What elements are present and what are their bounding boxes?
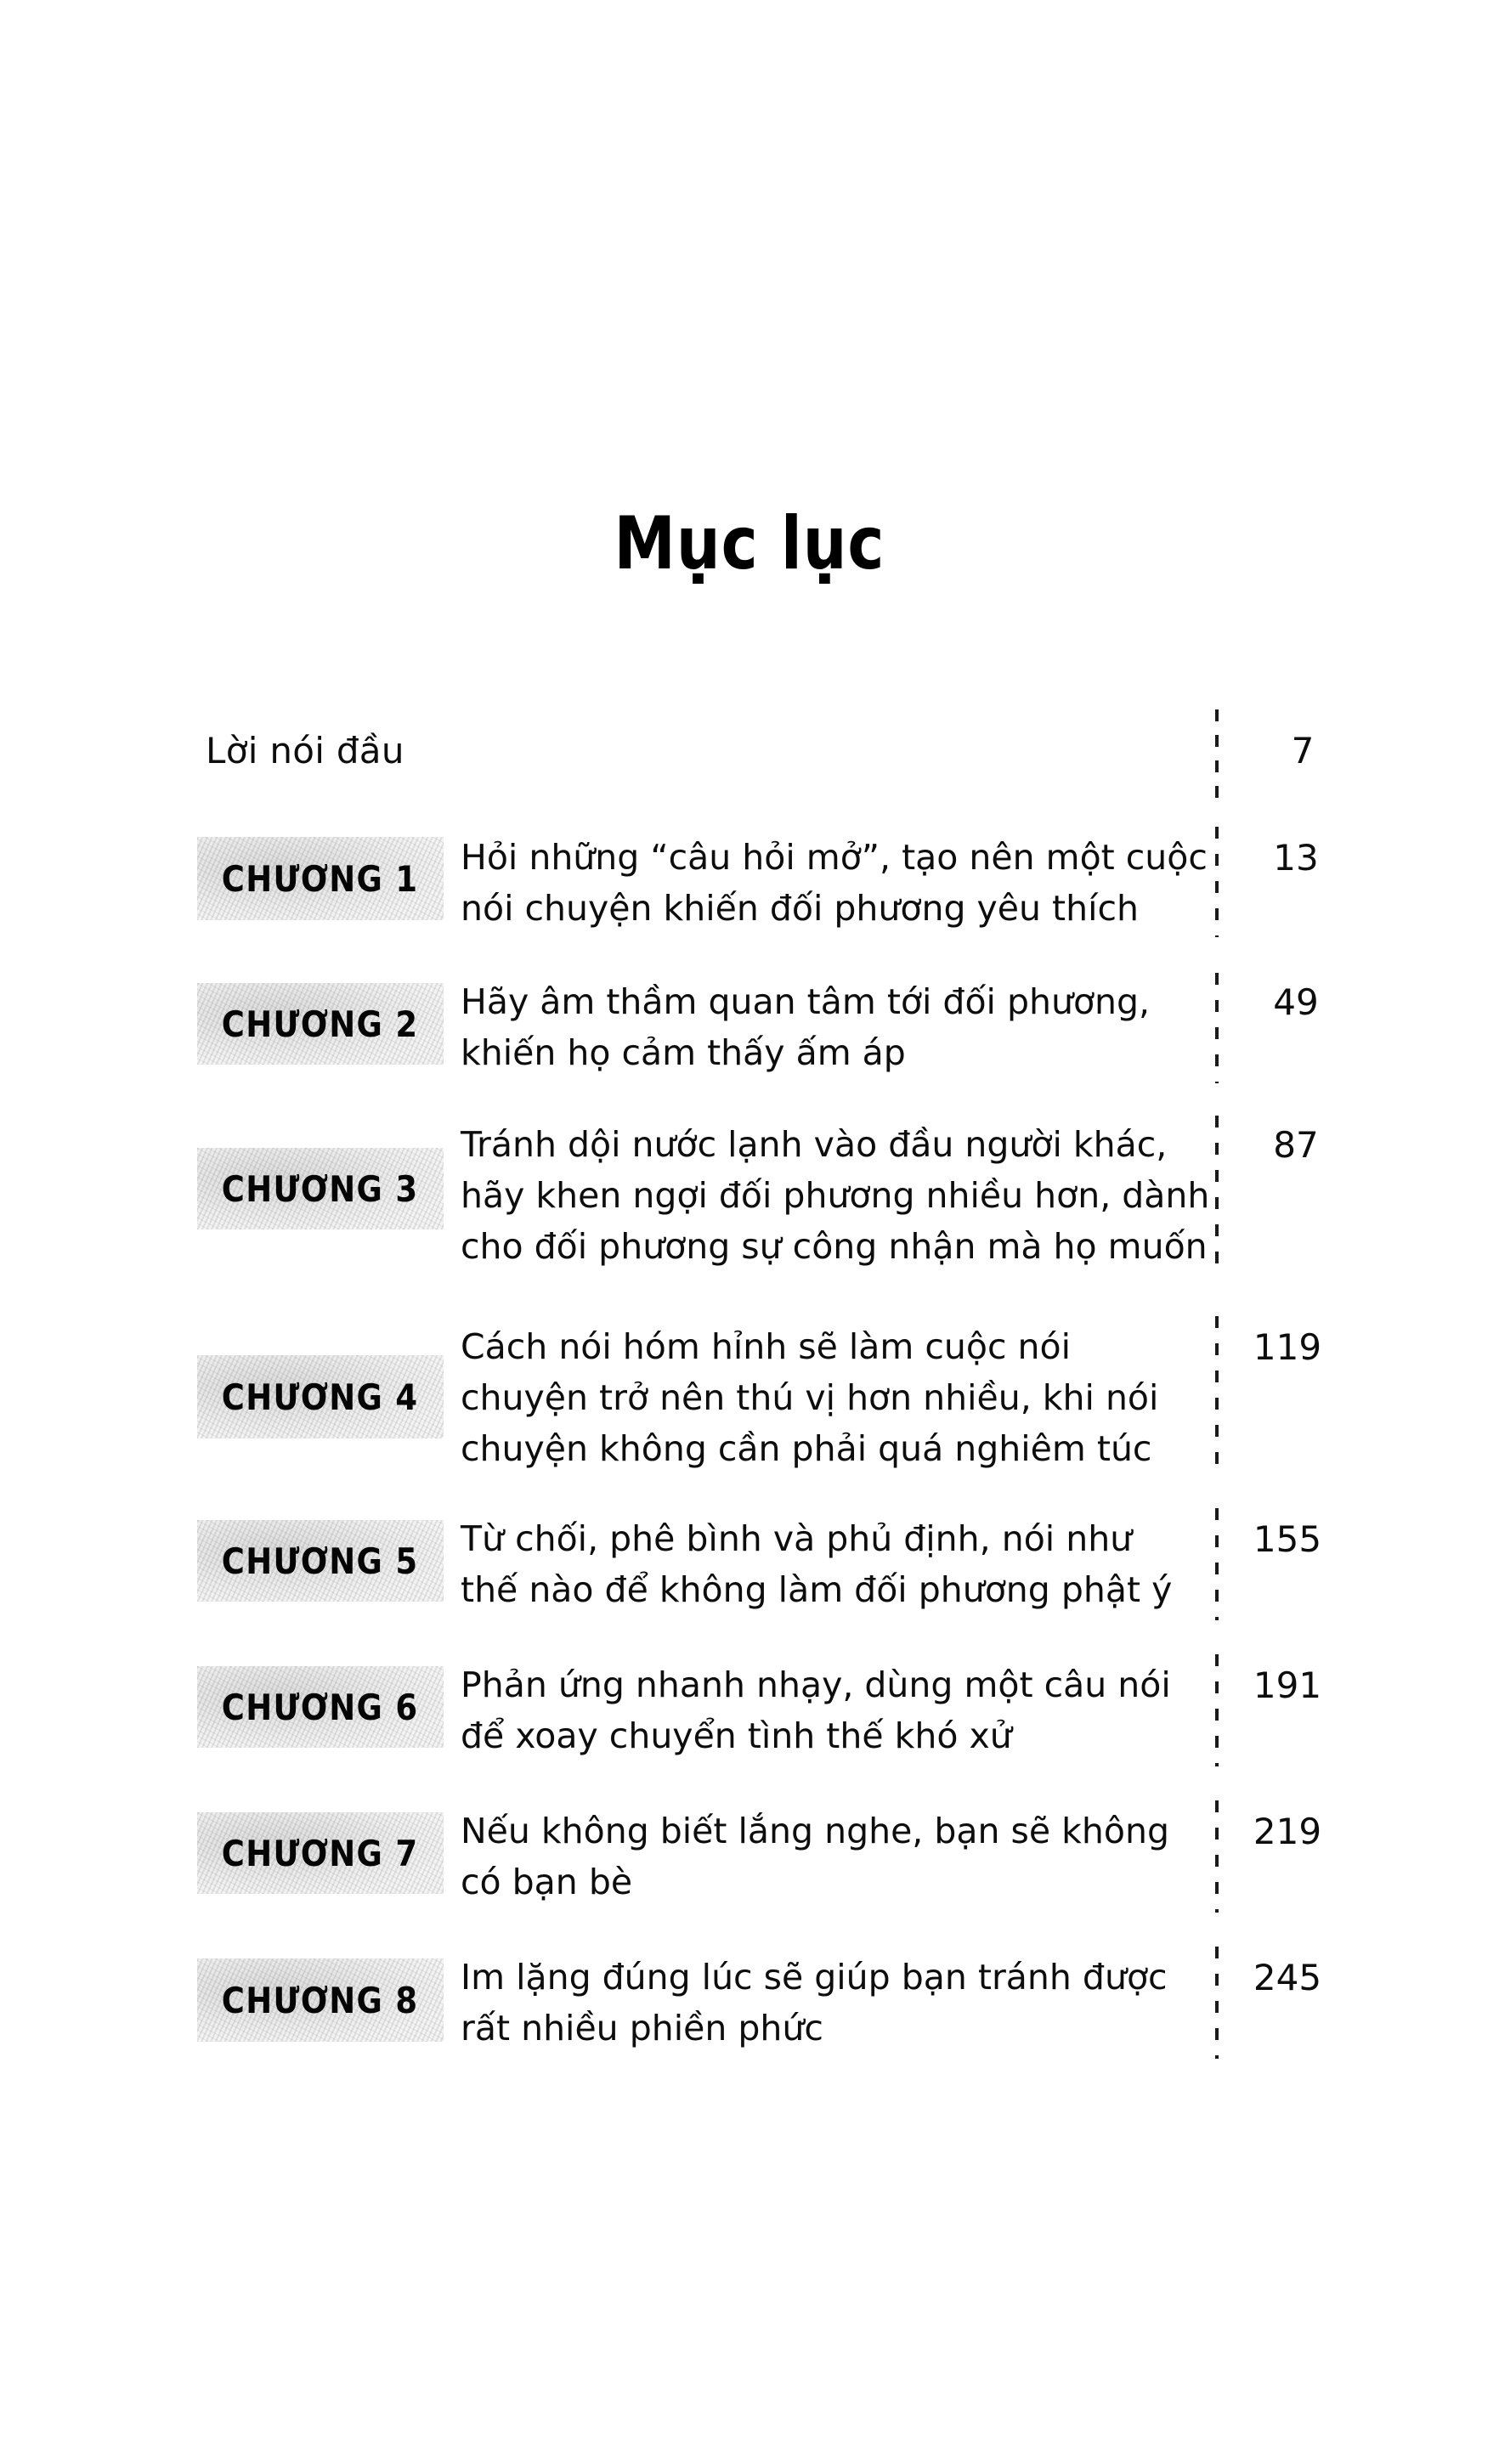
chapter-title-line: chuyện không cần phải quá nghiêm túc: [461, 1428, 1152, 1469]
chapter-title-line: cho đối phương sự công nhận mà họ muốn: [461, 1226, 1208, 1267]
toc-entry-chapter-2[interactable]: [197, 973, 1327, 1116]
chapter-title-line: Hãy âm thầm quan tâm tới đối phương,: [461, 981, 1151, 1022]
leader-dots: [1215, 1316, 1219, 1479]
toc-entry-chapter-1[interactable]: [197, 820, 1327, 973]
chapter-title-line: rất nhiều phiền phức: [461, 2008, 823, 2049]
chapter-badge-label: CHƯƠNG 5: [222, 1540, 419, 1582]
chapter-title-line: Hỏi những “câu hỏi mở”, tạo nên một cuộc: [461, 837, 1208, 878]
chapter-title-8: [461, 1952, 1208, 2054]
preface-page-number: 7: [1291, 730, 1315, 771]
chapter-badge-label: CHƯƠNG 7: [222, 1832, 419, 1874]
chapter-title-line: Im lặng đúng lúc sẽ giúp bạn tránh được: [461, 1957, 1168, 1998]
chapter-badge-4: [197, 1355, 444, 1438]
leader-dots: [1215, 827, 1219, 937]
chapter-title-4: [461, 1321, 1208, 1474]
chapter-page-number-1: 13: [1273, 837, 1319, 879]
toc-entry-chapter-4[interactable]: [197, 1309, 1327, 1506]
toc-entry-chapter-5[interactable]: [197, 1506, 1327, 1653]
leader-dots: [1215, 1116, 1219, 1277]
chapter-title-3: [461, 1119, 1208, 1272]
chapter-page-number-5: 155: [1253, 1518, 1322, 1560]
leader-dots: [1215, 1800, 1219, 1913]
chapter-title-line: để xoay chuyển tình thế khó xử: [461, 1715, 1012, 1756]
toc-entry-chapter-3[interactable]: [197, 1116, 1327, 1309]
chapter-title-line: Cách nói hóm hỉnh sẽ làm cuộc nói: [461, 1326, 1071, 1367]
chapter-title-2: [461, 976, 1208, 1078]
chapter-title-line: Từ chối, phê bình và phủ định, nói như: [461, 1518, 1133, 1559]
chapter-badge-2: [197, 983, 444, 1065]
chapter-title-line: Nếu không biết lắng nghe, bạn sẽ không: [461, 1811, 1169, 1851]
toc-entry-chapter-8[interactable]: [197, 1945, 1327, 2091]
toc-list: [197, 718, 1327, 2091]
chapter-title-line: khiến họ cảm thấy ấm áp: [461, 1032, 906, 1073]
chapter-badge-5: [197, 1520, 444, 1602]
chapter-title-line: chuyện trở nên thú vị hơn nhiều, khi nói: [461, 1377, 1159, 1418]
chapter-page-number-6: 191: [1253, 1664, 1322, 1706]
chapter-page-number-4: 119: [1253, 1326, 1322, 1368]
toc-entry-preface[interactable]: [197, 718, 1327, 820]
chapter-title-line: hãy khen ngợi đối phương nhiều hơn, dành: [461, 1175, 1210, 1216]
chapter-title-line: Phản ứng nhanh nhạy, dùng một câu nói: [461, 1664, 1171, 1705]
leader-dots: [1215, 973, 1219, 1083]
chapter-badge-label: CHƯƠNG 1: [222, 857, 419, 900]
chapter-title-line: thế nào để không làm đối phương phật ý: [461, 1569, 1173, 1610]
leader-dots: [1215, 709, 1219, 810]
chapter-badge-label: CHƯƠNG 6: [222, 1686, 419, 1728]
leader-dots: [1215, 1654, 1219, 1766]
leader-dots: [1215, 1947, 1219, 2059]
chapter-title-1: [461, 832, 1208, 934]
chapter-badge-7: [197, 1812, 444, 1894]
chapter-badge-6: [197, 1666, 444, 1748]
chapter-title-line: nói chuyện khiến đối phương yêu thích: [461, 888, 1140, 929]
chapter-page-number-3: 87: [1273, 1124, 1319, 1166]
toc-entry-chapter-7[interactable]: [197, 1799, 1327, 1945]
chapter-badge-label: CHƯƠNG 8: [222, 1979, 419, 2021]
chapter-title-line: Tránh dội nước lạnh vào đầu người khác,: [461, 1124, 1168, 1165]
chapter-badge-8: [197, 1958, 444, 2042]
chapter-badge-1: [197, 837, 444, 920]
chapter-page-number-8: 245: [1253, 1957, 1322, 1998]
toc-entry-chapter-6[interactable]: [197, 1653, 1327, 1799]
chapter-badge-label: CHƯƠNG 4: [222, 1376, 419, 1418]
page-title: Mục lục: [614, 501, 885, 586]
chapter-title-5: [461, 1513, 1208, 1615]
chapter-title-6: [461, 1659, 1208, 1761]
preface-label: Lời nói đầu: [206, 730, 404, 771]
chapter-title-7: [461, 1806, 1208, 1907]
chapter-page-number-2: 49: [1273, 981, 1319, 1023]
leader-dots: [1215, 1508, 1219, 1620]
chapter-page-number-7: 219: [1253, 1811, 1322, 1852]
chapter-badge-label: CHƯƠNG 3: [222, 1167, 419, 1210]
chapter-badge-3: [197, 1148, 444, 1229]
chapter-badge-label: CHƯƠNG 2: [222, 1003, 419, 1045]
chapter-title-line: có bạn bè: [461, 1862, 633, 1902]
